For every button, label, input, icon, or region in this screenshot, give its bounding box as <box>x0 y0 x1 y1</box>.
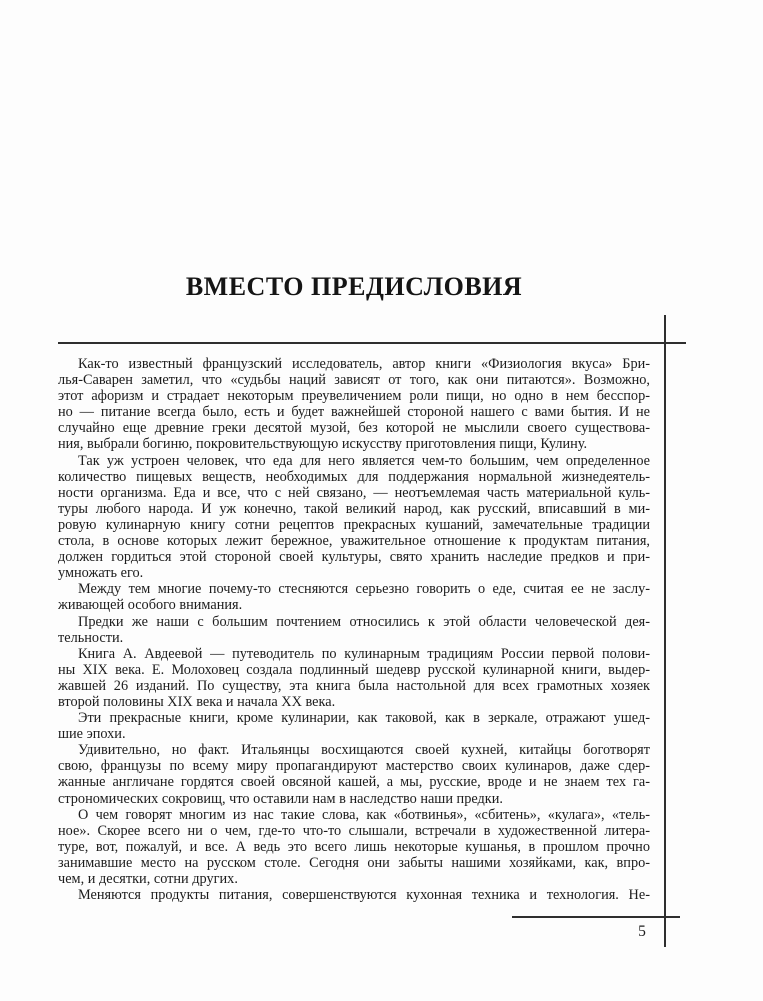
paragraph <box>58 887 650 903</box>
text-line: туре, вот, пожалуй, и все. А ведь это всего лишь некоторые кушанья, в прошлом прочно <box>58 838 650 855</box>
text-line: Так уж устроен человек, что еда для него является чем-то большим, чем определенное <box>78 452 650 469</box>
paragraph <box>58 742 650 806</box>
chapter-heading: ВМЕСТО ПРЕДИСЛОВИЯ <box>185 272 523 301</box>
text-line: ния, выбрали богиню, покровительствующую искусству приготовления пищи, Кулину. <box>58 436 588 453</box>
text-line: занимавшие место на русском столе. Сегодня они забыты нашими хозяйками, как, впро- <box>58 854 650 871</box>
paragraph <box>58 614 650 646</box>
text-line: Предки же наши с большим почтением относились к этой области человеческой дея- <box>78 613 650 630</box>
text-line: случайно еще древние греки десятой музой, без которой не мыслили своего существова- <box>58 420 650 437</box>
text-line: но — питание всегда было, есть и будет важнейшей стороной нашего с вами бытия. И не <box>58 404 650 421</box>
text-line: Эти прекрасные книги, кроме кулинарии, как таковой, как в зеркале, отражают ушед- <box>78 710 650 727</box>
text-line: должен гордиться этой стороной своей культуры, свято хранить наследие предков и при- <box>58 549 650 566</box>
text-line: тельности. <box>58 629 124 646</box>
text-line: Удивительно, но факт. Итальянцы восхищаются своей кухней, китайцы боготворят <box>78 742 650 759</box>
text-line: строномических сокровищ, что оставили нам в наследство наши предки. <box>58 790 503 807</box>
text-line: жавшей 26 изданий. По существу, эта книга была настольной для всех грамотных хозяек <box>58 677 650 694</box>
paragraph <box>58 807 650 887</box>
text-line: ности организма. Еда и все, что с ней связано, — неотъемлемая часть материальной куль- <box>58 484 650 501</box>
text-line: туры любого народа. И уж конечно, такой великий народ, как русский, вписавший в ми- <box>58 500 650 517</box>
text-line: шие эпохи. <box>58 726 126 743</box>
paragraph <box>58 356 650 453</box>
text-line: второй половины XIX века и начала XX века. <box>58 693 336 710</box>
text-line: стола, в основе которых лежит бережное, уважительное отношение к продуктам питания, <box>58 533 650 550</box>
paragraph <box>58 453 650 582</box>
text-line: Меняются продукты питания, совершенствуются кухонная техника и технология. Не- <box>78 887 650 904</box>
paragraph <box>58 710 650 742</box>
footer-rule <box>512 916 680 918</box>
text-line: чем, и десятки, сотни других. <box>58 871 238 887</box>
text-line: Как-то известный французский исследователь, автор книги «Физиология вкуса» Бри- <box>78 356 650 372</box>
text-line: ровую кулинарную книгу сотни рецептов прекрасных кушаний, замечательные традиции <box>58 516 650 533</box>
text-line: умножать его. <box>58 565 144 582</box>
paragraph <box>58 646 650 710</box>
page-number: 5 <box>638 923 646 940</box>
text-line: ное». Скорее всего ни о чем, где-то что-то слышали, встречали в художественной литера- <box>58 822 650 839</box>
text-line: лья-Саварен заметил, что «судьбы наций зависят от того, как они питаются». Возможно, <box>58 372 650 389</box>
paragraph <box>58 581 650 613</box>
right-margin-rule <box>664 315 666 947</box>
text-line: О чем говорят многим из нас такие слова, как «ботвинья», «сбитень», «кулага», «тель- <box>78 806 650 823</box>
text-line: Книга А. Авдеевой — путеводитель по кулинарным традициям России первой полови- <box>78 645 650 662</box>
text-line: количество пищевых веществ, необходимых для поддержания нормальной жизнедеятель- <box>58 468 650 485</box>
text-line: ны XIX века. Е. Молоховец создала подлинный шедевр русской кулинарной книги, выдер- <box>58 661 650 678</box>
text-line: свою, французы по всему миру пропагандируют мастерство своих кулинаров, даже сдер- <box>58 758 650 775</box>
text-line: жанные англичане гордятся своей овсяной кашей, а мы, русские, вроде и не знаем тех га- <box>58 774 650 791</box>
text-line: живающей особого внимания. <box>58 597 243 614</box>
text-line: этот афоризм и страдает некоторым преувеличением роли пищи, но одно в нем бесспор- <box>58 388 650 405</box>
header-rule <box>58 342 686 344</box>
body-text <box>58 356 650 903</box>
text-line: Между тем многие почему-то стесняются серьезно говорить о еде, считая ее не заслу- <box>78 581 650 598</box>
